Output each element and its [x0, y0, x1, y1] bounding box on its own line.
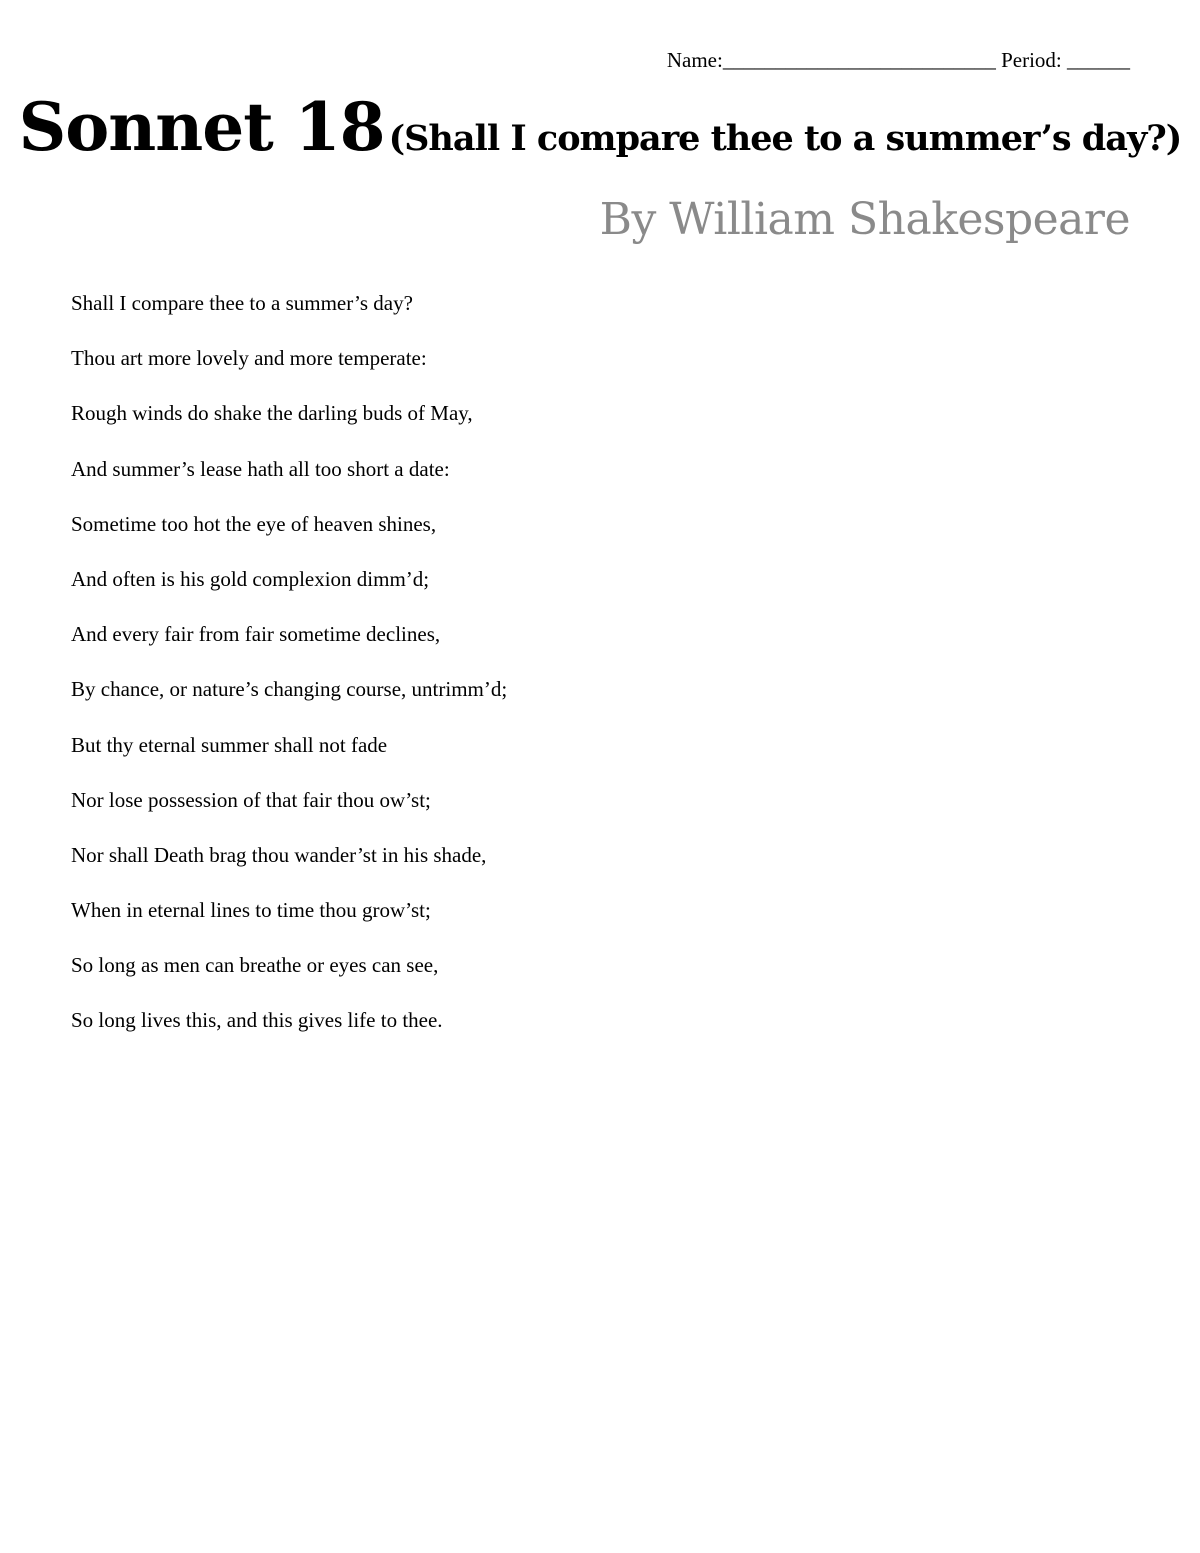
author-byline: By William Shakespeare [599, 194, 1130, 245]
poem-line: And summer’s lease hath all too short a date: [71, 456, 450, 481]
page-title [0, 88, 1200, 166]
poem-line: Nor lose possession of that fair thou ow’st; [71, 787, 431, 812]
poem-line: So long as men can breathe or eyes can see, [71, 953, 439, 978]
poem-line: Shall I compare thee to a summer’s day? [71, 291, 413, 315]
poem-text [71, 288, 507, 1061]
poem-line: And often is his gold complexion dimm’d; [71, 566, 430, 591]
poem-line: Nor shall Death brag thou wander’st in his shade, [71, 842, 487, 867]
title-main: Sonnet 18 [18, 88, 385, 166]
period-label: Period: [1001, 48, 1062, 72]
poem-line: So long lives this, and this gives life to thee. [71, 1008, 443, 1033]
poem-line: Sometime too hot the eye of heaven shines, [71, 511, 437, 536]
poem-line: By chance, or nature’s changing course, untrimm’d; [71, 677, 508, 702]
name-blank: __________________________ [722, 48, 996, 72]
poem-line: When in eternal lines to time thou grow’st; [71, 898, 431, 923]
poem-line: Thou art more lovely and more temperate: [71, 346, 427, 371]
title-subtitle: (Shall I compare thee to a summer’s day?) [388, 118, 1182, 159]
period-blank: ______ [1067, 48, 1130, 72]
student-info-line [667, 46, 1130, 74]
poem-line: And every fair from fair sometime declines, [71, 622, 441, 647]
poem-line: But thy eternal summer shall not fade [71, 732, 388, 757]
poem-line: Rough winds do shake the darling buds of May, [71, 401, 473, 426]
name-label: Name: [666, 48, 723, 72]
